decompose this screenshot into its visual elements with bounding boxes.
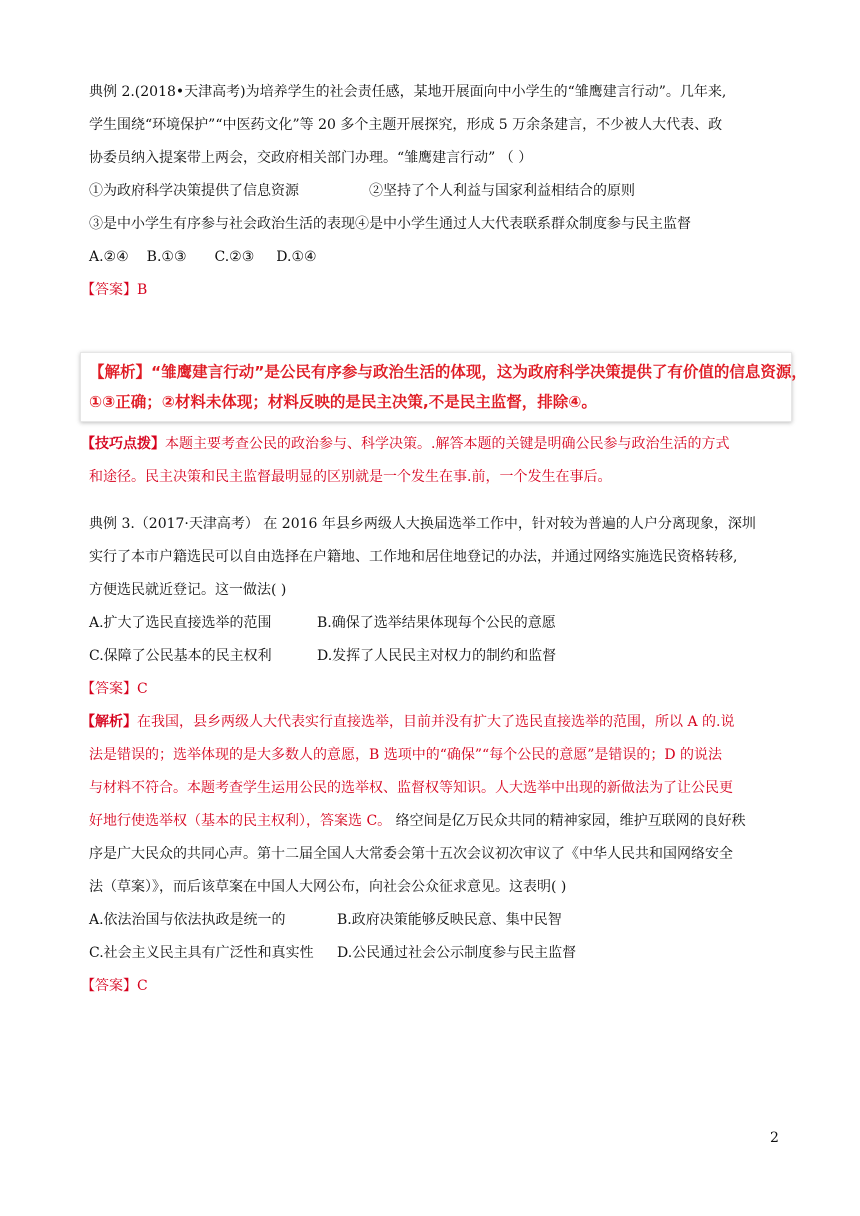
q2-answer-value: B: [137, 282, 148, 298]
q4-option-a: A.依法治国与依法执政是统一的: [89, 912, 286, 928]
q2-option-1: ①为政府科学决策提供了信息资源: [89, 183, 299, 199]
q4-answer-value: C: [137, 978, 148, 994]
q4-options-a-b: [89, 906, 779, 934]
q4-stem-line-2: 序是广大民众的共同心声。第十二届全国人大常委会第十五次会议初次审议了《中华人民共和国网络安全: [89, 846, 733, 862]
q2-tip-line-2: 和途径。民主决策和民主监督最明显的区别就是一个发生在事.前，一个发生在事后。: [89, 469, 612, 485]
q4-options-c-d: [89, 939, 779, 967]
q2-stem-line-3: 协委员纳入提案带上两会，交政府相关部门办理。“雏鹰建言行动” （ ）: [89, 150, 533, 166]
q3-analysis-text-1: 在我国，县乡两级人大代表实行直接选举，目前并没有扩大了选民直接选举的范围，所以 A 的.说: [137, 714, 735, 730]
q2-tip-line-1: [81, 430, 771, 458]
q3-analysis-line-4: [89, 807, 779, 835]
q3-options-c-d: [89, 642, 779, 670]
q2-analysis-line-1: 【解析】“雏鹰建言行动”是公民有序参与政治生活的体现，这为政府科学决策提供了有价值的信息资源，: [89, 363, 807, 381]
q3-option-b: B.确保了选举结果体现每个公民的意愿: [317, 615, 556, 631]
q3-option-a: A.扩大了选民直接选举的范围: [89, 615, 272, 631]
q2-option-2: ②坚持了个人利益与国家利益相结合的原则: [369, 183, 635, 199]
q3-stem-line-1: 典例 3.（2017·天津高考） 在 2016 年县乡两级人大换届选举工作中，针对较为普遍的人户分离现象，深圳: [89, 516, 756, 532]
q2-tip-text-1: 本题主要考查公民的政治参与、科学决策。.解答本题的关键是明确公民参与政治生活的方式: [165, 436, 730, 452]
q3-option-c: C.保障了公民基本的民主权利: [89, 648, 272, 664]
q2-choices: [89, 243, 779, 271]
question-2: [81, 78, 779, 304]
q3-analysis-line-1: [81, 708, 779, 736]
q3-analysis-line-3: 与材料不符合。本题考查学生运用公民的选举权、监督权等知识。人大选举中出现的新做法为了让公民更: [89, 780, 733, 796]
q2-choice-d: D.①④: [276, 249, 317, 265]
q2-options-1-2: [89, 177, 779, 205]
q3-analysis-line-2: 法是错误的；选举体现的是大多数人的意愿，B 选项中的“确保”“每个公民的意愿”是错误的；D 的说法: [89, 747, 723, 763]
q2-analysis-line-2: ①③正确；②材料未体现；材料反映的是民主决策,不是民主监督，排除④。: [89, 393, 597, 411]
q3-answer-label: 【答案】: [81, 681, 137, 697]
q2-choice-a: A.②④: [89, 249, 129, 265]
q4-option-b: B.政府决策能够反映民意、集中民智: [337, 912, 562, 928]
q2-stem-line-2: 学生围绕“环境保护”“中医药文化”等 20 多个主题开展探究，形成 5 万余条建言，不少被人大代表、政: [89, 117, 723, 133]
q2-choice-c: C.②③: [214, 249, 255, 265]
q2-analysis-box: [80, 352, 807, 422]
q3-option-d: D.发挥了人民民主对权力的制约和监督: [317, 648, 557, 664]
q2-stem-line-1: 典例 2.(2018•天津高考)为培养学生的社会责任感，某地开展面向中小学生的“雏鹰建言行动”。几年来,: [89, 84, 727, 100]
q2-tip-label: 【技巧点拨】: [81, 436, 165, 452]
q4-option-d: D.公民通过社会公示制度参与民主监督: [337, 945, 577, 961]
page-number: 2: [770, 1130, 779, 1146]
q3-answer: [81, 675, 779, 703]
q2-answer-label: 【答案】: [81, 282, 137, 298]
q4-stem-line-1: 络空间是亿万民众共同的精神家园，维护互联网的良好秩: [391, 813, 746, 829]
q2-answer: [81, 276, 779, 304]
q2-choice-b: B.①③: [146, 249, 187, 265]
q3-analysis-text-4: 好地行使选举权（基本的民主权利），答案选 C。: [89, 813, 392, 829]
q3-analysis-label: 【解析】: [81, 714, 137, 730]
q2-options-3-4: ③是中小学生有序参与社会政治生活的表现④是中小学生通过人大代表联系群众制度参与民主监督: [89, 216, 691, 232]
q4-stem-line-3: 法（草案）》，而后该草案在中国人大网公布，向社会公众征求意见。这表明( ): [89, 879, 567, 895]
q4-answer-label: 【答案】: [81, 978, 137, 994]
q3-answer-value: C: [137, 681, 148, 697]
q4-answer: [81, 972, 779, 1000]
q3-stem-line-3: 方便选民就近登记。这一做法( ): [89, 582, 287, 598]
question-3: [81, 510, 779, 1000]
q3-stem-line-2: 实行了本市户籍选民可以自由选择在户籍地、工作地和居住地登记的办法，并通过网络实施选民资格转移,: [89, 549, 738, 565]
q3-options-a-b: [89, 609, 779, 637]
q2-tip: [81, 430, 771, 491]
q4-option-c: C.社会主义民主具有广泛性和真实性: [89, 945, 314, 961]
